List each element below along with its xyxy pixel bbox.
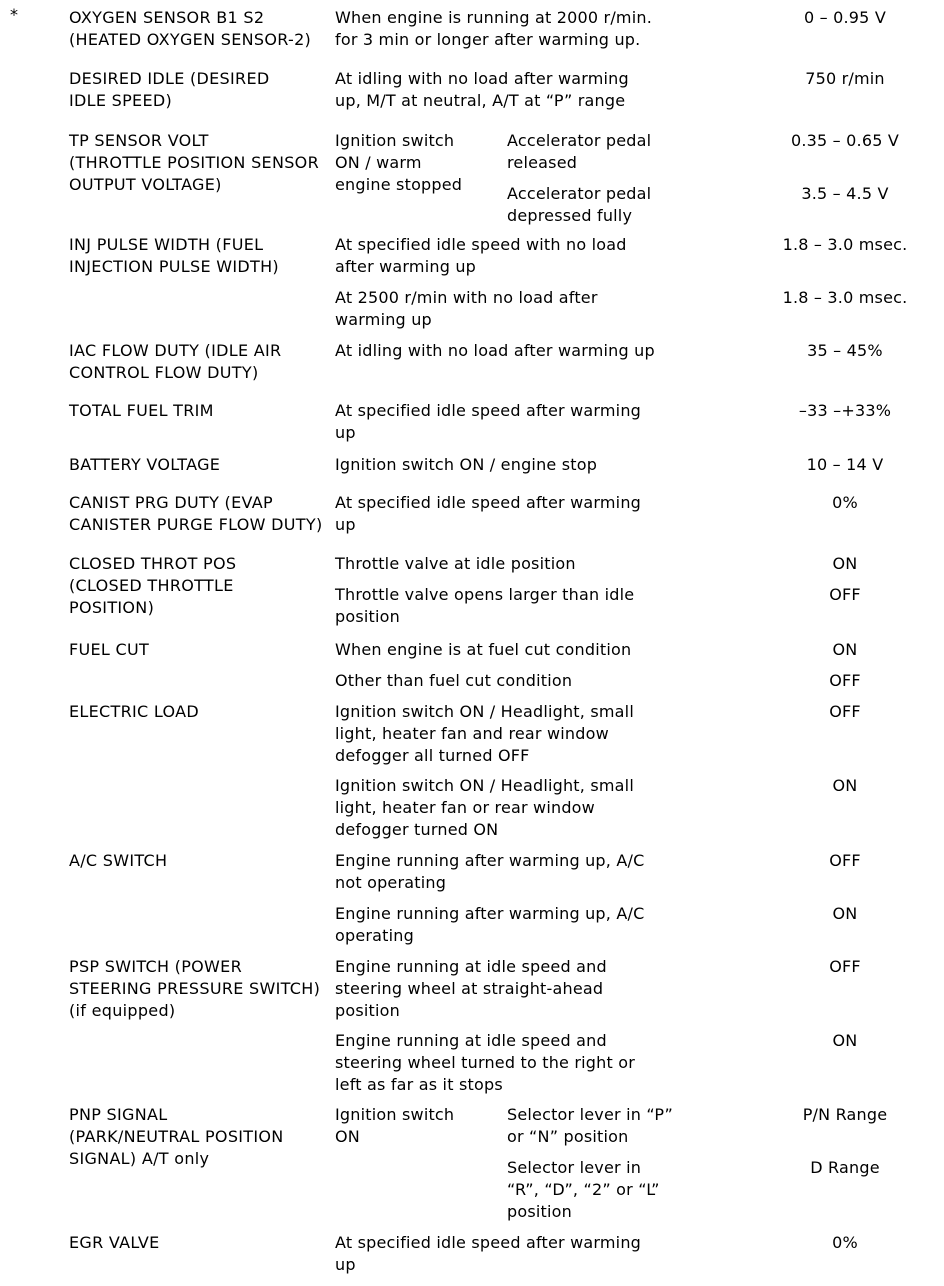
text-line: released: [507, 153, 578, 172]
text-line: At specified idle speed after warming: [335, 493, 642, 512]
normal-value: OFF: [829, 702, 861, 721]
normal-value: OFF: [829, 671, 861, 690]
text-line: left as far as it stops: [335, 1075, 503, 1094]
condition-text: [335, 1232, 695, 1276]
text-line: (if equipped): [69, 1001, 176, 1020]
item-name: [33, 850, 325, 872]
text-line: “R”, “D”, “2” or “L”: [507, 1180, 660, 1199]
item-name: [33, 639, 325, 661]
text-line: TOTAL FUEL TRIM: [69, 401, 214, 420]
text-line: steering wheel turned to the right or: [335, 1053, 636, 1072]
text-line: CANISTER PURGE FLOW DUTY): [69, 515, 323, 534]
text-line: At idling with no load after warming: [335, 69, 629, 88]
text-line: up, M/T at neutral, A/T at “P” range: [335, 91, 626, 110]
text-line: BATTERY VOLTAGE: [69, 455, 221, 474]
text-line: (PARK/NEUTRAL POSITION: [69, 1127, 284, 1146]
text-line: TP SENSOR VOLT: [69, 131, 209, 150]
text-line: for 3 min or longer after warming up.: [335, 30, 641, 49]
text-line: PSP SWITCH (POWER: [69, 957, 242, 976]
text-line: defogger all turned OFF: [335, 746, 530, 765]
condition-text: [335, 584, 695, 628]
text-line: position: [507, 1202, 572, 1221]
item-name: [33, 956, 325, 1022]
text-line: CONTROL FLOW DUTY): [69, 363, 259, 382]
normal-value: OFF: [829, 585, 861, 604]
text-line: position: [335, 607, 400, 626]
normal-value: 1.8 – 3.0 msec.: [782, 288, 908, 307]
normal-value: 0.35 – 0.65 V: [790, 131, 900, 150]
condition-text: [335, 1030, 695, 1096]
condition-text: [335, 68, 695, 112]
normal-value: –33 –+33%: [798, 401, 892, 420]
text-line: after warming up: [335, 257, 477, 276]
text-line: CANIST PRG DUTY (EVAP: [69, 493, 273, 512]
text-line: position: [335, 1001, 400, 1020]
normal-value: ON: [832, 640, 858, 659]
text-line: Ignition switch ON / Headlight, small: [335, 702, 634, 721]
text-line: At idling with no load after warming up: [335, 341, 655, 360]
item-name: [33, 7, 325, 51]
text-line: Engine running after warming up, A/C: [335, 904, 645, 923]
normal-value: 0%: [832, 493, 858, 512]
normal-value: OFF: [829, 957, 861, 976]
normal-value: 750 r/min: [805, 69, 885, 88]
text-line: OUTPUT VOLTAGE): [69, 175, 222, 194]
text-line: defogger turned ON: [335, 820, 499, 839]
normal-value: ON: [832, 1031, 858, 1050]
text-line: FUEL CUT: [69, 640, 150, 659]
text-line: STEERING PRESSURE SWITCH): [69, 979, 321, 998]
text-line: Selector lever in “P”: [507, 1105, 673, 1124]
text-line: Ignition switch ON / Headlight, small: [335, 776, 634, 795]
text-line: At specified idle speed after warming: [335, 1233, 642, 1252]
text-line: or “N” position: [507, 1127, 629, 1146]
text-line: Ignition switch: [335, 1105, 455, 1124]
normal-value: D Range: [810, 1158, 880, 1177]
text-line: POSITION): [69, 598, 155, 617]
condition-sub: [507, 1104, 707, 1148]
condition-text: [335, 454, 695, 476]
normal-value: ON: [832, 554, 858, 573]
text-line: warming up: [335, 310, 432, 329]
text-line: Accelerator pedal: [507, 184, 652, 203]
text-line: steering wheel at straight-ahead: [335, 979, 604, 998]
condition-main: [335, 1104, 500, 1148]
normal-value: 0%: [832, 1233, 858, 1252]
text-line: Other than fuel cut condition: [335, 671, 573, 690]
text-line: (THROTTLE POSITION SENSOR: [69, 153, 319, 172]
condition-text: [335, 553, 695, 575]
text-line: Ignition switch ON / engine stop: [335, 455, 598, 474]
text-line: CLOSED THROT POS: [69, 554, 237, 573]
text-line: INJ PULSE WIDTH (FUEL: [69, 235, 264, 254]
item-name: [33, 553, 325, 619]
item-name: [33, 340, 325, 384]
item-name: [33, 1104, 325, 1170]
condition-text: [335, 850, 695, 894]
text-line: IAC FLOW DUTY (IDLE AIR: [69, 341, 282, 360]
text-line: ON / warm: [335, 153, 422, 172]
condition-text: [335, 340, 695, 362]
item-name: [33, 492, 325, 536]
text-line: Selector lever in: [507, 1158, 642, 1177]
item-name: [33, 701, 325, 723]
item-name: [33, 400, 325, 422]
text-line: ELECTRIC LOAD: [69, 702, 199, 721]
text-line: EGR VALVE: [69, 1233, 160, 1252]
normal-value: ON: [832, 904, 858, 923]
text-line: ON: [335, 1127, 360, 1146]
item-name: [33, 1232, 325, 1254]
text-line: depressed fully: [507, 206, 633, 225]
text-line: Engine running at idle speed and: [335, 957, 607, 976]
text-line: INJECTION PULSE WIDTH): [69, 257, 279, 276]
normal-value: 10 – 14 V: [806, 455, 884, 474]
condition-text: [335, 492, 695, 536]
text-line: (CLOSED THROTTLE: [69, 576, 234, 595]
text-line: At 2500 r/min with no load after: [335, 288, 598, 307]
text-line: Ignition switch: [335, 131, 455, 150]
item-name: [33, 130, 325, 196]
text-line: PNP SIGNAL: [69, 1105, 168, 1124]
condition-sub: [507, 130, 707, 174]
text-line: IDLE SPEED): [69, 91, 173, 110]
text-line: Throttle valve at idle position: [335, 554, 576, 573]
normal-value: OFF: [829, 851, 861, 870]
condition-text: [335, 701, 695, 767]
condition-sub: [507, 1157, 707, 1223]
item-name: [33, 68, 325, 112]
normal-value: 35 – 45%: [807, 341, 883, 360]
text-line: up: [335, 423, 356, 442]
text-line: up: [335, 1255, 356, 1274]
condition-text: [335, 775, 695, 841]
condition-text: [335, 903, 695, 947]
text-line: DESIRED IDLE (DESIRED: [69, 69, 270, 88]
item-name: [33, 454, 325, 476]
normal-value: 0 – 0.95 V: [803, 8, 886, 27]
normal-value: ON: [832, 776, 858, 795]
text-line: up: [335, 515, 356, 534]
item-name: [33, 234, 325, 278]
text-line: OXYGEN SENSOR B1 S2: [69, 8, 265, 27]
condition-text: [335, 7, 695, 51]
condition-text: [335, 956, 695, 1022]
text-line: Engine running after warming up, A/C: [335, 851, 645, 870]
text-line: not operating: [335, 873, 447, 892]
normal-value: P/N Range: [802, 1105, 888, 1124]
text-line: engine stopped: [335, 175, 463, 194]
condition-text: [335, 639, 695, 661]
normal-value: 3.5 – 4.5 V: [801, 184, 889, 203]
condition-text: [335, 670, 695, 692]
text-line: light, heater fan or rear window: [335, 798, 595, 817]
text-line: SIGNAL) A/T only: [69, 1149, 210, 1168]
condition-text: [335, 234, 695, 278]
text-line: light, heater fan and rear window: [335, 724, 609, 743]
condition-sub: [507, 183, 707, 227]
text-line: Accelerator pedal: [507, 131, 652, 150]
normal-value: 1.8 – 3.0 msec.: [782, 235, 908, 254]
text-line: When engine is at fuel cut condition: [335, 640, 632, 659]
text-line: At specified idle speed with no load: [335, 235, 627, 254]
text-line: At specified idle speed after warming: [335, 401, 642, 420]
condition-text: [335, 400, 695, 444]
text-line: When engine is running at 2000 r/min.: [335, 8, 652, 27]
text-line: A/C SWITCH: [69, 851, 168, 870]
text-line: operating: [335, 926, 414, 945]
footnote-mark: *: [10, 5, 18, 24]
text-line: (HEATED OXYGEN SENSOR-2): [69, 30, 312, 49]
condition-main: [335, 130, 500, 196]
text-line: Throttle valve opens larger than idle: [335, 585, 635, 604]
condition-text: [335, 287, 695, 331]
text-line: Engine running at idle speed and: [335, 1031, 607, 1050]
